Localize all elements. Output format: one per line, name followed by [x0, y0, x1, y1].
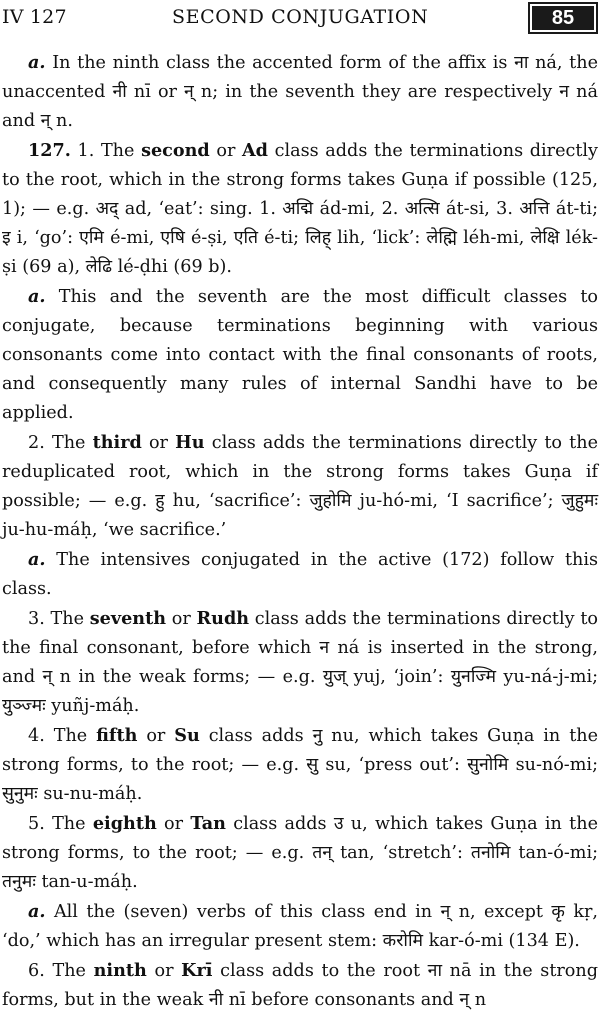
body-text-run: or [137, 726, 175, 746]
body-text-run: 6. The [28, 961, 94, 981]
body-text-run: class adds नु nu, which takes Guṇa in the strong forms, to the root; — e.g. सु su, ‘press out’: सुनोमि su-nó-mi; सुनुमः su-nu-máḥ. [2, 726, 599, 804]
paragraph-p-a-ninth [2, 48, 598, 136]
body-text-run: 2. The [28, 433, 93, 453]
page-number-badge: 85 [528, 2, 598, 34]
emphasis-text: Ad [242, 140, 268, 161]
emphasis-text: fifth [96, 725, 138, 746]
body-text-run: This and the seventh are the most difficult classes to conjugate, because terminations beginning with various consonants come into contact with the final consonants of roots, and consequently many rules of internal Sandhi have to be applied. [2, 287, 598, 423]
paragraph-p-5-eighth [2, 809, 598, 897]
body-text-run: or [141, 433, 176, 453]
body-text-run: class adds the terminations directly to the reduplicated root, which in the strong forms takes Guṇa if possible; — e.g. हु hu, ‘sacrifice’: जुहोमि ju-hó-mi, ‘I sacrifice’; जुहुमः ju-hu-máḥ, ‘we sacrifice.’ [2, 433, 598, 540]
body-text [2, 48, 598, 1015]
paragraph-p-6-ninth [2, 956, 598, 1015]
emphasis-text: Tan [190, 813, 226, 834]
emphasis-text: Su [174, 725, 200, 746]
body-text-run: All the (seven) verbs of this class end in न् n, except कृ kṛ, ‘do,’ which has an irregular present stem: करोमि kar-ó-mi (134 E). [2, 902, 598, 951]
emphasis-text: eighth [92, 813, 157, 834]
emphasis-text: a. [28, 901, 46, 922]
emphasis-text: second [141, 140, 210, 161]
body-text-run: or [156, 814, 191, 834]
body-text-run: class adds to the root ना nā in the strong forms, but in the weak नी nī before consonants and न् n [2, 961, 598, 1010]
paragraph-p-2-third [2, 428, 598, 545]
body-text-run: 3. The [28, 609, 90, 629]
body-text-run: 1. The [70, 141, 142, 161]
body-text-run: or [146, 961, 182, 981]
body-text-run: or [209, 141, 243, 161]
paragraph-p-4-fifth [2, 721, 598, 809]
body-text-run: 5. The [28, 814, 93, 834]
paragraph-p-a-seven-verbs [2, 897, 598, 956]
emphasis-text: ninth [93, 960, 147, 981]
body-text-run: In the ninth class the accented form of the affix is ना ná, the unaccented नी nī or न् n; in the seventh they are respectively न ná and न् n. [2, 53, 598, 131]
emphasis-text: a. [28, 549, 46, 570]
chapter-title: SECOND CONJUGATION [172, 6, 429, 28]
body-text-run: or [166, 609, 197, 629]
body-text-run: class adds the terminations directly to the root, which in the strong forms takes Guṇa if possible (125, 1); — e.g. अद् ad, ‘eat’: sing. 1. अद्मि ád-mi, 2. अत्सि át-si, 3. अत्ति át-ti; इ i, ‘go’: एमि é-mi, एषि é-ṣi, एति é-ti; लिह् lih, ‘lick’: लेह्मि léh-mi, लेक्षि lék-ṣi (69 a), लेढि lé-ḍhi (69 b). [2, 141, 598, 277]
emphasis-text: Rudh [196, 608, 250, 629]
section-reference: IV 127 [2, 6, 67, 28]
body-text-run: class adds उ u, which takes Guṇa in the strong forms, to the root; — e.g. तन् tan, ‘stretch’: तनोमि tan-ó-mi; तनुमः tan-u-máḥ. [2, 814, 598, 892]
emphasis-text: Krī [181, 960, 213, 981]
emphasis-text: seventh [89, 608, 167, 629]
body-text-run: 4. The [28, 726, 97, 746]
paragraph-p-a-difficult [2, 282, 598, 428]
running-head [0, 0, 600, 34]
emphasis-text: a. [28, 286, 46, 307]
paragraph-p-a-intensives [2, 545, 598, 604]
paragraph-p-3-seventh [2, 604, 598, 721]
paragraph-p-127-1 [2, 136, 598, 282]
emphasis-text: Hu [175, 432, 205, 453]
body-text-run: class adds the terminations directly to the final consonant, before which न ná is inserted in the strong, and न् n in the weak forms; — e.g. युज् yuj, ‘join’: युनज्मि yu-ná-j-mi; युञ्ज्मः yuñj-máḥ. [2, 609, 598, 716]
emphasis-text: third [92, 432, 142, 453]
emphasis-text: 127. [28, 140, 71, 161]
emphasis-text: a. [28, 52, 46, 73]
body-text-run: The intensives conjugated in the active (172) follow this class. [2, 550, 598, 599]
